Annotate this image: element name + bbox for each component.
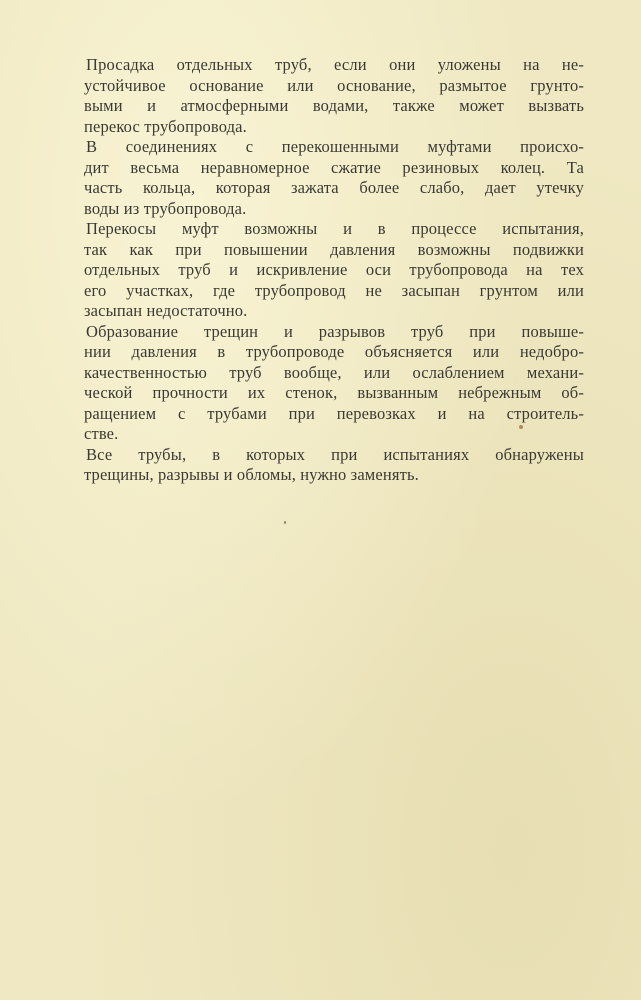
text-line: устойчивое основание или основание, размытое грунто- <box>84 75 584 95</box>
paragraph-3 <box>84 219 584 322</box>
text-line: так как при повышении давления возможны подвижки <box>84 239 584 259</box>
text-line: перекос трубопровода. <box>84 116 247 136</box>
paper-speck <box>284 521 286 524</box>
paragraph-5 <box>84 445 584 486</box>
text-line: Перекосы муфт возможны и в процессе испытания, <box>86 219 584 238</box>
text-line: качественностью труб вообще, или ослаблением механи- <box>84 362 584 382</box>
text-line: В соединениях с перекошенными муфтами происхо- <box>86 137 584 156</box>
paragraph-4 <box>84 322 584 445</box>
text-line: ращением с трубами при перевозках и на строитель- <box>84 403 584 423</box>
text-line: часть кольца, которая зажата более слабо, дает утечку <box>84 178 584 197</box>
text-line: Все трубы, в которых при испытаниях обнаружены <box>86 444 584 464</box>
paper-speck <box>519 425 523 429</box>
text-line: воды из трубопровода. <box>84 198 247 218</box>
text-line: нии давления в трубопроводе объясняется или недобро- <box>84 342 584 361</box>
text-line: Просадка отдельных труб, если они уложены на не- <box>86 55 584 74</box>
body-text <box>84 55 584 486</box>
text-line: дит весьма неравномерное сжатие резиновых колец. Та <box>84 157 584 177</box>
text-line: засыпан недостаточно. <box>84 301 248 320</box>
paragraph-1 <box>84 55 584 137</box>
text-line: Образование трещин и разрывов труб при повыше- <box>86 321 584 341</box>
text-line: выми и атмосферными водами, также может вызвать <box>84 96 584 115</box>
text-line: трещины, разрывы и обломы, нужно заменять. <box>84 465 419 484</box>
text-line: стве. <box>84 424 119 443</box>
text-line: его участках, где трубопровод не засыпан грунтом или <box>84 280 584 300</box>
text-line: ческой прочности их стенок, вызванным небрежным об- <box>84 383 584 402</box>
text-line: отдельных труб и искривление оси трубопровода на тех <box>84 260 584 279</box>
paragraph-2 <box>84 137 584 219</box>
